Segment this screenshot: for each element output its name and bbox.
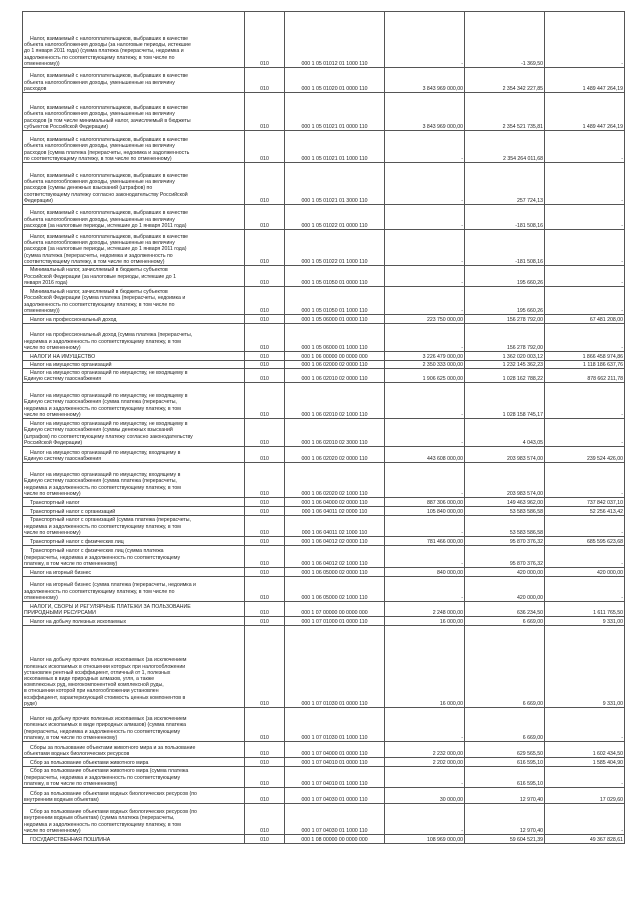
row-planned-amount: 16 000,00 [385, 617, 465, 626]
row-planned-amount: - [385, 287, 465, 315]
row-line-code: 010 [245, 447, 285, 463]
row-name: НАЛОГИ НА ИМУЩЕСТВО [23, 352, 245, 361]
row-budget-code: 000 1 05 01021 01 0000 110 [285, 93, 385, 131]
row-name: Транспортный налог [23, 498, 245, 507]
row-executed-amount: 1 028 158 745,17 [465, 383, 545, 419]
table-row [23, 708, 625, 742]
table-row [23, 205, 625, 230]
row-budget-code: 000 1 06 04012 02 0000 110 [285, 537, 385, 546]
row-executed-amount: 420 000,00 [465, 577, 545, 602]
row-name: Сбор за пользование объектами водных биологических ресурсов (по внутренним водным объектам) [23, 788, 245, 804]
row-budget-code: 000 1 05 06000 01 0000 110 [285, 315, 385, 324]
table-row [23, 369, 625, 383]
table-row [23, 447, 625, 463]
table-row [23, 507, 625, 516]
row-line-code: 010 [245, 163, 285, 205]
row-budget-code: 000 1 06 02020 02 0000 110 [285, 447, 385, 463]
row-name: Налог на добычу прочих полезных ископаемых (за исключением полезных ископаемых в виде природных алмазов) (сумма платежа (перерасчеты, недоимка и задолженность по соответствующему платежу, в том числе по отмененному) [23, 708, 245, 742]
row-budget-code: 000 1 07 00000 00 0000 000 [285, 602, 385, 617]
row-planned-amount: 3 843 969 000,00 [385, 93, 465, 131]
row-remaining-amount: 239 524 426,00 [545, 447, 625, 463]
row-executed-amount: 53 583 586,58 [465, 507, 545, 516]
row-remaining-amount: 17 029,60 [545, 788, 625, 804]
row-line-code: 010 [245, 804, 285, 835]
row-executed-amount: 636 234,50 [465, 602, 545, 617]
row-remaining-amount: 67 481 208,00 [545, 315, 625, 324]
row-name: Налог, взимаемый с налогоплательщиков, выбравших в качестве объекта налогообложения доходы, уменьшенные на величину расходов (в том числе минимальный налог, зачисляемый в бюджеты субъектов Российской Федерации) [23, 93, 245, 131]
row-executed-amount: 203 983 574,00 [465, 463, 545, 498]
row-line-code: 010 [245, 383, 285, 419]
row-line-code: 010 [245, 498, 285, 507]
row-name: Сборы за пользование объектами животного мира и за пользование объектами водных биологических ресурсов [23, 742, 245, 758]
row-planned-amount: 3 843 969 000,00 [385, 68, 465, 93]
row-name: Налог на имущество организаций по имуществу, входящему в Единую систему газоснабжения (сумма платежа (перерасчеты, недоимка и задолженность по соответствующему платежу, в том числе по отмененному) [23, 463, 245, 498]
row-remaining-amount: - [545, 324, 625, 352]
row-line-code: 010 [245, 131, 285, 163]
table-row [23, 537, 625, 546]
row-name: ГОСУДАРСТВЕННАЯ ПОШЛИНА [23, 835, 245, 844]
row-budget-code: 000 1 06 02000 02 0000 110 [285, 361, 385, 369]
row-executed-amount: 1 028 162 788,22 [465, 369, 545, 383]
row-remaining-amount: - [545, 12, 625, 68]
row-name: Транспортный налог с физических лиц (сумма платежа (перерасчеты, недоимка и задолженность по соответствующему платежу, в том числе по отмененному) [23, 546, 245, 568]
row-line-code: 010 [245, 419, 285, 447]
row-planned-amount: - [385, 163, 465, 205]
row-budget-code: 000 1 06 05000 02 0000 110 [285, 568, 385, 577]
row-line-code: 010 [245, 230, 285, 266]
row-line-code: 010 [245, 463, 285, 498]
row-planned-amount: 2 248 000,00 [385, 602, 465, 617]
row-name: Минимальный налог, зачисляемый в бюджеты субъектов Российской Федерации (сумма платежа (перерасчеты, недоимка и задолженность по соответствующему платежу, в том числе по отмененному)) [23, 287, 245, 315]
row-remaining-amount: 52 256 413,42 [545, 507, 625, 516]
table-row [23, 230, 625, 266]
row-executed-amount: 95 870 376,32 [465, 537, 545, 546]
row-name: Налог на добычу полезных ископаемых [23, 617, 245, 626]
row-remaining-amount: - [545, 287, 625, 315]
row-line-code: 010 [245, 205, 285, 230]
row-executed-amount: 203 983 574,00 [465, 447, 545, 463]
row-executed-amount: 2 354 521 735,81 [465, 93, 545, 131]
row-executed-amount: 629 565,50 [465, 742, 545, 758]
row-name: Налог, взимаемый с налогоплательщиков, выбравших в качестве объекта налогообложения доходы, уменьшенные на величину расходов (за налоговые периоды, истекшие до 1 января 2011 года) [23, 205, 245, 230]
row-budget-code: 000 1 08 00000 00 0000 000 [285, 835, 385, 844]
row-name: Сбор за пользование объектами водных биологических ресурсов (по внутренним водным объектам) (сумма платежа (перерасчеты, недоимка и задолженность по соответствующему платежу, в том числе по отмененному) [23, 804, 245, 835]
row-name: Налог на профессиональный доход [23, 315, 245, 324]
row-name: Минимальный налог, зачисляемый в бюджеты субъектов Российской Федерации (за налоговые периоды, истекшие до 1 января 2016 года) [23, 266, 245, 287]
row-line-code: 010 [245, 369, 285, 383]
row-name: Налог, взимаемый с налогоплательщиков, выбравших в качестве объекта налогообложения доходы, уменьшенные на величину расходов (за налоговые периоды, истекшие до 1 января 2011 года) (сумма платежа (перерасчеты, недоимка и задолженность по соответствующему платежу, в том числе по отмененному) [23, 230, 245, 266]
row-budget-code: 000 1 05 01012 01 1000 110 [285, 12, 385, 68]
row-planned-amount: - [385, 463, 465, 498]
row-budget-code: 000 1 05 01021 01 3000 110 [285, 163, 385, 205]
table-row [23, 383, 625, 419]
row-remaining-amount: 1 602 434,50 [545, 742, 625, 758]
row-remaining-amount: - [545, 131, 625, 163]
row-line-code: 010 [245, 617, 285, 626]
row-executed-amount: 6 669,00 [465, 708, 545, 742]
row-name: Транспортный налог с физических лиц [23, 537, 245, 546]
row-name: Налог на имущество организаций по имуществу, не входящему в Единую систему газоснабжения (суммы денежных взысканий (штрафов) по соответствующему платежу согласно законодательству Российской Федерации) [23, 419, 245, 447]
table-row [23, 767, 625, 788]
row-name: Налог на игорный бизнес [23, 568, 245, 577]
row-line-code: 010 [245, 352, 285, 361]
table-row [23, 361, 625, 369]
table-row [23, 163, 625, 205]
row-planned-amount: 887 306 000,00 [385, 498, 465, 507]
row-executed-amount: 616 595,10 [465, 758, 545, 767]
row-name: НАЛОГИ, СБОРЫ И РЕГУЛЯРНЫЕ ПЛАТЕЖИ ЗА ПОЛЬЗОВАНИЕ ПРИРОДНЫМИ РЕСУРСАМИ [23, 602, 245, 617]
row-budget-code: 000 1 07 04030 01 0000 110 [285, 788, 385, 804]
row-planned-amount: 223 750 000,00 [385, 315, 465, 324]
row-line-code: 010 [245, 12, 285, 68]
row-executed-amount: 149 463 962,00 [465, 498, 545, 507]
row-remaining-amount: - [545, 266, 625, 287]
row-budget-code: 000 1 06 04000 02 0000 110 [285, 498, 385, 507]
table-row [23, 131, 625, 163]
row-planned-amount: 2 350 333 000,00 [385, 361, 465, 369]
row-planned-amount: - [385, 12, 465, 68]
row-name: Сбор за пользование объектами животного мира [23, 758, 245, 767]
row-executed-amount: -1 369,50 [465, 12, 545, 68]
row-line-code: 010 [245, 742, 285, 758]
table-row [23, 93, 625, 131]
row-remaining-amount: 1 489 447 264,19 [545, 68, 625, 93]
row-remaining-amount: 1 866 458 974,86 [545, 352, 625, 361]
table-row [23, 617, 625, 626]
row-line-code: 010 [245, 835, 285, 844]
row-remaining-amount: - [545, 708, 625, 742]
row-executed-amount: 53 583 586,58 [465, 516, 545, 537]
table-row [23, 758, 625, 767]
row-name: Налог, взимаемый с налогоплательщиков, выбравших в качестве объекта налогообложения доходы, уменьшенные на величину расходов [23, 68, 245, 93]
row-executed-amount: 95 870 376,32 [465, 546, 545, 568]
row-line-code: 010 [245, 602, 285, 617]
budget-table-body [23, 12, 625, 844]
row-budget-code: 000 1 05 01050 01 1000 110 [285, 287, 385, 315]
table-row [23, 419, 625, 447]
row-planned-amount: 781 466 000,00 [385, 537, 465, 546]
row-budget-code: 000 1 07 01030 01 0000 110 [285, 626, 385, 708]
table-row [23, 68, 625, 93]
row-remaining-amount: - [545, 419, 625, 447]
table-row [23, 788, 625, 804]
row-name: Транспортный налог с организаций (сумма платежа (перерасчеты, недоимка и задолженность по соответствующему платежу, в том числе по отмененному) [23, 516, 245, 537]
table-row [23, 516, 625, 537]
row-remaining-amount: 49 367 828,61 [545, 835, 625, 844]
row-remaining-amount: - [545, 546, 625, 568]
row-budget-code: 000 1 05 06000 01 1000 110 [285, 324, 385, 352]
row-executed-amount: 195 660,26 [465, 287, 545, 315]
row-remaining-amount: - [545, 804, 625, 835]
row-line-code: 010 [245, 93, 285, 131]
row-line-code: 010 [245, 516, 285, 537]
table-row [23, 835, 625, 844]
table-row [23, 546, 625, 568]
table-row [23, 742, 625, 758]
row-budget-code: 000 1 06 02010 02 3000 110 [285, 419, 385, 447]
row-name: Налог на имущество организаций по имуществу, не входящему в Единую систему газоснабжения (сумма платежа (перерасчеты, недоимка и задолженность по соответствующему платежу, в том числе по отмененному) [23, 383, 245, 419]
row-planned-amount: 2 232 000,00 [385, 742, 465, 758]
row-budget-code: 000 1 07 04030 01 1000 110 [285, 804, 385, 835]
row-planned-amount: 3 226 479 000,00 [385, 352, 465, 361]
row-budget-code: 000 1 06 04012 02 1000 110 [285, 546, 385, 568]
row-remaining-amount: - [545, 205, 625, 230]
row-line-code: 010 [245, 315, 285, 324]
row-name: Транспортный налог с организаций [23, 507, 245, 516]
table-row [23, 602, 625, 617]
row-executed-amount: -181 508,16 [465, 230, 545, 266]
row-budget-code: 000 1 06 00000 00 0000 000 [285, 352, 385, 361]
row-executed-amount: 257 724,13 [465, 163, 545, 205]
row-planned-amount: 105 840 000,00 [385, 507, 465, 516]
table-row [23, 287, 625, 315]
row-name: Налог на имущество организаций [23, 361, 245, 369]
table-row [23, 266, 625, 287]
row-executed-amount: 1 362 020 003,12 [465, 352, 545, 361]
table-row [23, 577, 625, 602]
row-remaining-amount: - [545, 383, 625, 419]
table-row [23, 568, 625, 577]
row-executed-amount: 12 970,40 [465, 788, 545, 804]
table-row [23, 324, 625, 352]
row-budget-code: 000 1 07 04000 01 0000 110 [285, 742, 385, 758]
row-line-code: 010 [245, 767, 285, 788]
row-budget-code: 000 1 07 04010 01 0000 110 [285, 758, 385, 767]
row-planned-amount: 840 000,00 [385, 568, 465, 577]
row-remaining-amount: 420 000,00 [545, 568, 625, 577]
row-executed-amount: -181 508,16 [465, 205, 545, 230]
table-row [23, 352, 625, 361]
row-executed-amount: 12 970,40 [465, 804, 545, 835]
row-remaining-amount: 878 662 211,78 [545, 369, 625, 383]
table-row [23, 463, 625, 498]
row-line-code: 010 [245, 788, 285, 804]
budget-table [22, 11, 625, 844]
row-line-code: 010 [245, 324, 285, 352]
row-line-code: 010 [245, 507, 285, 516]
row-planned-amount: - [385, 324, 465, 352]
row-name: Налог на имущество организаций по имуществу, входящему в Единую систему газоснабжения [23, 447, 245, 463]
row-budget-code: 000 1 07 04010 01 1000 110 [285, 767, 385, 788]
row-budget-code: 000 1 06 02010 02 0000 110 [285, 369, 385, 383]
row-executed-amount: 195 660,26 [465, 266, 545, 287]
row-name: Налог на добычу прочих полезных ископаемых (за исключением полезных ископаемых в отношении которых при налогообложении установлен рентный коэффициент, отличный от 1, полезных ископаемых в виде природных алмазов, угля, а также комплексных руд, многокомпонентной комплексной руды, в отношении которой при налогообложении установлен коэффициент, характеризующий стоимость ценных компонентов в руде) [23, 626, 245, 708]
row-remaining-amount: 1 118 186 637,76 [545, 361, 625, 369]
row-name: Налог на профессиональный доход (сумма платежа (перерасчеты, недоимка и задолженность по соответствующему платежу, в том числе по отмененному) [23, 324, 245, 352]
row-remaining-amount: 1 489 447 264,19 [545, 93, 625, 131]
row-executed-amount: 6 669,00 [465, 626, 545, 708]
row-planned-amount: 1 906 625 000,00 [385, 369, 465, 383]
row-budget-code: 000 1 05 01020 01 0000 110 [285, 68, 385, 93]
row-planned-amount: - [385, 383, 465, 419]
row-budget-code: 000 1 06 04011 02 1000 110 [285, 516, 385, 537]
row-executed-amount: 420 000,00 [465, 568, 545, 577]
row-remaining-amount: 1 611 765,50 [545, 602, 625, 617]
row-planned-amount: 108 969 000,00 [385, 835, 465, 844]
row-remaining-amount: - [545, 767, 625, 788]
row-planned-amount: - [385, 516, 465, 537]
table-row [23, 315, 625, 324]
row-executed-amount: 156 278 792,00 [465, 315, 545, 324]
row-remaining-amount: 737 842 037,10 [545, 498, 625, 507]
table-row [23, 626, 625, 708]
row-name: Налог, взимаемый с налогоплательщиков, выбравших в качестве объекта налогообложения доходы, уменьшенные на величину расходов (сумма платежа (перерасчеты, недоимка и задолженность по соответствующему платежу, в том числе по отмененному) [23, 131, 245, 163]
row-line-code: 010 [245, 266, 285, 287]
row-budget-code: 000 1 07 01030 01 1000 110 [285, 708, 385, 742]
row-budget-code: 000 1 06 05000 02 1000 110 [285, 577, 385, 602]
budget-report-sheet [22, 11, 624, 844]
row-budget-code: 000 1 06 04011 02 0000 110 [285, 507, 385, 516]
row-name: Налог на игорный бизнес (сумма платежа (перерасчеты, недоимка и задолженность по соответствующему платежу, в том числе по отмененному) [23, 577, 245, 602]
table-row [23, 498, 625, 507]
table-row [23, 12, 625, 68]
row-planned-amount: - [385, 131, 465, 163]
row-planned-amount: - [385, 577, 465, 602]
row-planned-amount: - [385, 230, 465, 266]
row-planned-amount: - [385, 419, 465, 447]
row-executed-amount: 156 278 792,00 [465, 324, 545, 352]
row-budget-code: 000 1 05 01021 01 1000 110 [285, 131, 385, 163]
row-executed-amount: 2 354 264 011,68 [465, 131, 545, 163]
row-name: Налог, взимаемый с налогоплательщиков, выбравших в качестве объекта налогообложения доходы, уменьшенные на величину расходов (суммы денежных взысканий (штрафов) по соответствующему платежу согласно законодательству Российской Федерации) [23, 163, 245, 205]
row-remaining-amount: - [545, 516, 625, 537]
row-executed-amount: 59 604 521,39 [465, 835, 545, 844]
row-line-code: 010 [245, 758, 285, 767]
row-budget-code: 000 1 06 02020 02 1000 110 [285, 463, 385, 498]
row-planned-amount: - [385, 205, 465, 230]
row-line-code: 010 [245, 626, 285, 708]
row-name: Налог, взимаемый с налогоплательщиков, выбравших в качестве объекта налогообложения доходы (за налоговые периоды, истекшие до 1 января 2011 года) (сумма платежа (перерасчеты, недоимка и задолженность по соответствующему платежу, в том числе по отмененному)) [23, 12, 245, 68]
row-line-code: 010 [245, 708, 285, 742]
row-remaining-amount: - [545, 230, 625, 266]
row-planned-amount: - [385, 546, 465, 568]
row-name: Налог на имущество организаций по имуществу, не входящему в Единую систему газоснабжения [23, 369, 245, 383]
row-remaining-amount: 9 331,00 [545, 626, 625, 708]
row-line-code: 010 [245, 546, 285, 568]
row-budget-code: 000 1 05 01022 01 1000 110 [285, 230, 385, 266]
row-line-code: 010 [245, 361, 285, 369]
row-remaining-amount: - [545, 163, 625, 205]
row-planned-amount: - [385, 266, 465, 287]
row-remaining-amount: 685 595 623,68 [545, 537, 625, 546]
row-executed-amount: 2 354 342 227,85 [465, 68, 545, 93]
row-planned-amount: 2 202 000,00 [385, 758, 465, 767]
table-row [23, 804, 625, 835]
row-planned-amount: - [385, 804, 465, 835]
row-planned-amount: 443 608 000,00 [385, 447, 465, 463]
row-remaining-amount: 1 585 404,90 [545, 758, 625, 767]
row-planned-amount: 16 000,00 [385, 626, 465, 708]
row-name: Сбор за пользование объектами животного мира (сумма платежа (перерасчеты, недоимка и задолженность по соответствующему платежу, в том числе по отмененному) [23, 767, 245, 788]
row-planned-amount: - [385, 708, 465, 742]
row-budget-code: 000 1 07 01000 01 0000 110 [285, 617, 385, 626]
row-budget-code: 000 1 06 02010 02 1000 110 [285, 383, 385, 419]
row-planned-amount: - [385, 767, 465, 788]
row-line-code: 010 [245, 568, 285, 577]
row-remaining-amount: - [545, 463, 625, 498]
row-planned-amount: 30 000,00 [385, 788, 465, 804]
row-budget-code: 000 1 05 01050 01 0000 110 [285, 266, 385, 287]
row-executed-amount: 616 595,10 [465, 767, 545, 788]
row-line-code: 010 [245, 537, 285, 546]
row-remaining-amount: - [545, 577, 625, 602]
row-executed-amount: 6 669,00 [465, 617, 545, 626]
row-executed-amount: 4 043,05 [465, 419, 545, 447]
row-executed-amount: 1 232 145 362,23 [465, 361, 545, 369]
row-line-code: 010 [245, 577, 285, 602]
row-line-code: 010 [245, 68, 285, 93]
row-remaining-amount: 9 331,00 [545, 617, 625, 626]
row-line-code: 010 [245, 287, 285, 315]
row-budget-code: 000 1 05 01022 01 0000 110 [285, 205, 385, 230]
